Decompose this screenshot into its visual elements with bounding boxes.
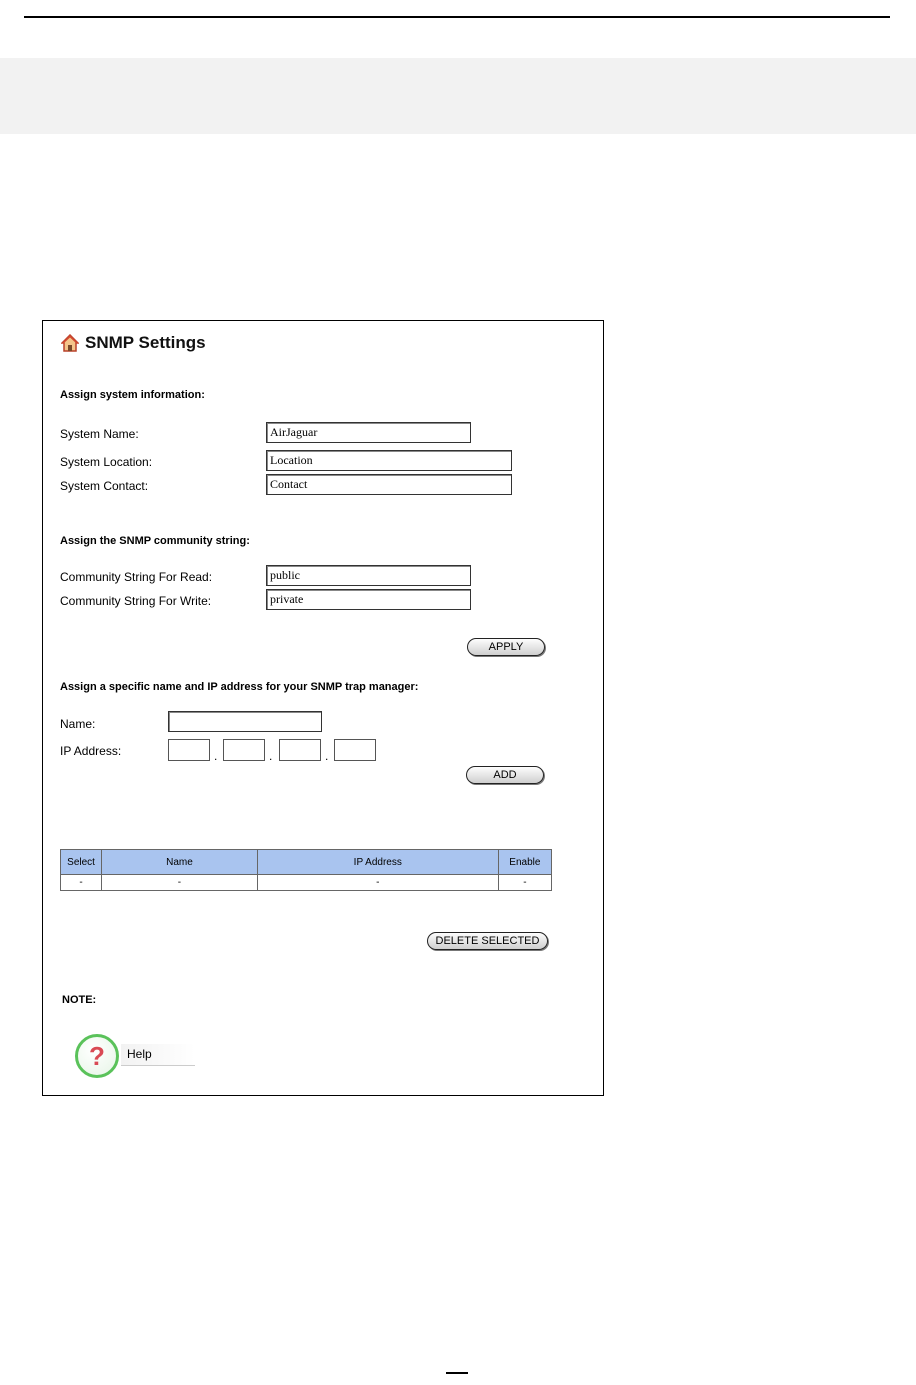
table-row (61, 875, 552, 891)
snmp-settings-panel (42, 320, 604, 1096)
trap-name-label: Name: (60, 717, 96, 731)
trap-name-input[interactable] (168, 711, 322, 732)
ip-octet-3[interactable] (279, 739, 321, 761)
column-header-enable: Enable (498, 850, 551, 875)
note-label: NOTE: (62, 994, 97, 1006)
community-read-input[interactable] (266, 565, 471, 586)
cell-enable: - (498, 875, 551, 891)
trap-ip-label: IP Address: (60, 744, 122, 758)
home-icon (61, 334, 79, 352)
delete-selected-button[interactable]: DELETE SELECTED (427, 932, 548, 950)
add-button[interactable]: ADD (466, 766, 544, 784)
ip-separator: . (325, 749, 329, 763)
title-row (61, 333, 206, 353)
ip-separator: . (269, 749, 273, 763)
system-name-input[interactable] (266, 422, 471, 443)
help-question-icon: ? (75, 1034, 119, 1078)
header-band (0, 58, 916, 134)
system-contact-label: System Contact: (60, 479, 149, 493)
community-write-input[interactable] (266, 589, 471, 610)
column-header-name: Name (102, 850, 258, 875)
ip-octet-1[interactable] (168, 739, 210, 761)
table-header-row (61, 850, 552, 875)
ip-separator: . (214, 749, 218, 763)
cell-ip-address: - (257, 875, 498, 891)
top-rule (24, 16, 890, 18)
column-header-ip-address: IP Address (257, 850, 498, 875)
help-label: Help (121, 1044, 195, 1066)
community-write-label: Community String For Write: (60, 594, 212, 608)
system-contact-input[interactable] (266, 474, 512, 495)
ip-octet-2[interactable] (223, 739, 265, 761)
system-location-label: System Location: (60, 455, 153, 469)
system-info-heading: Assign system information: (60, 389, 205, 401)
system-location-input[interactable] (266, 450, 512, 471)
cell-name: - (102, 875, 258, 891)
ip-octet-4[interactable] (334, 739, 376, 761)
system-name-label: System Name: (60, 427, 139, 441)
trap-manager-table (60, 849, 552, 891)
apply-button[interactable]: APPLY (467, 638, 545, 656)
community-heading: Assign the SNMP community string: (60, 535, 250, 547)
page-number-mark (446, 1372, 468, 1374)
cell-select: - (61, 875, 102, 891)
page-title: SNMP Settings (85, 333, 206, 352)
community-read-label: Community String For Read: (60, 570, 213, 584)
column-header-select: Select (61, 850, 102, 875)
trap-manager-heading: Assign a specific name and IP address for your SNMP trap manager: (60, 681, 419, 693)
